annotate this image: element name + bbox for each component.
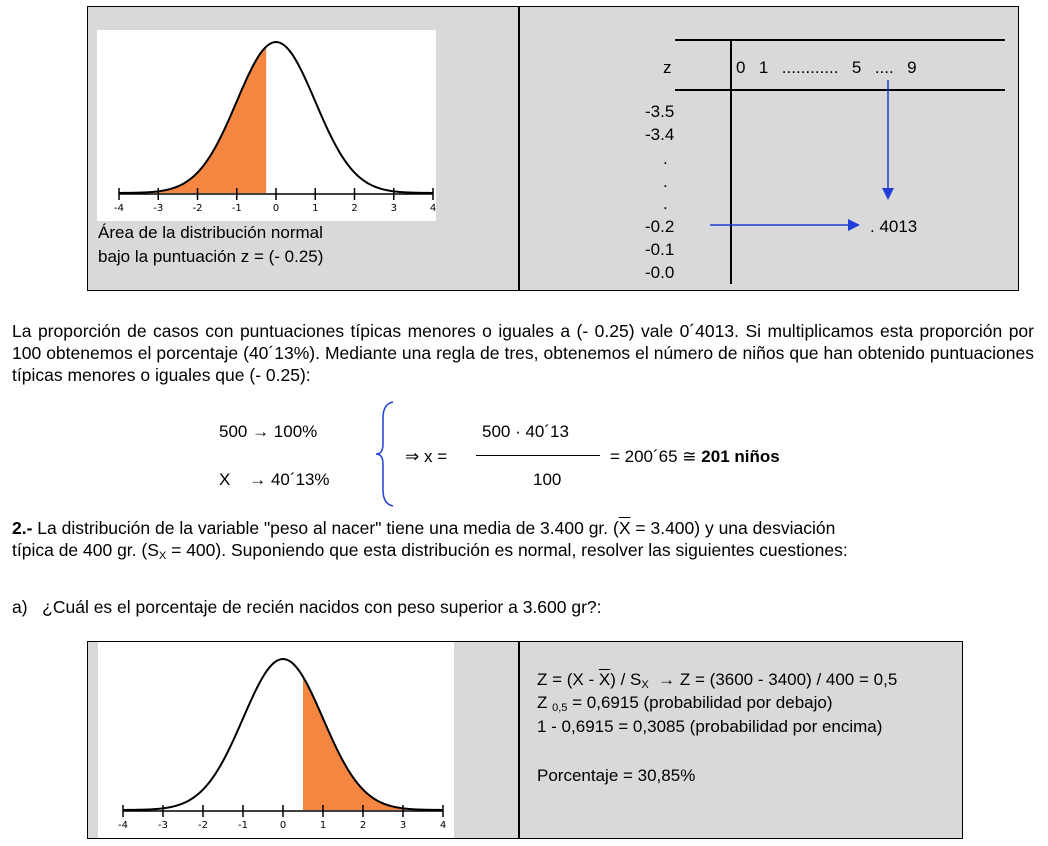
axis-tick-label: 2: [351, 203, 358, 214]
ztable-row-label: -0.2: [645, 217, 675, 236]
implies-x: ⇒ x =: [405, 447, 448, 466]
result-bold: 201 niños: [701, 447, 780, 466]
axis-tick-label: -2: [192, 203, 203, 214]
rule-line-2: X → 40´13%: [219, 470, 330, 489]
fraction-result: = 200´65 ≅ 201 niños: [610, 447, 780, 466]
section2-text: 2.- La distribución de la variable "peso al nacer" tiene una media de 3.400 gr. $(\overline{X} = 3.400)$ y una desviación típica de 400 gr. $(S_X = 400)$. Suponiendo que esta distribución es normal, resolver las siguientes cuestiones:: [12, 518, 848, 562]
axis-tick-label: 1: [312, 203, 319, 214]
fraction-bar: [476, 455, 600, 456]
axis-tick-label: -2: [198, 820, 208, 831]
ztable-top-rule: [675, 39, 1005, 41]
axis-tick-label: 3: [399, 820, 407, 831]
axis-tick-label: 3: [390, 203, 397, 214]
down-arrow-head: [882, 188, 894, 200]
axis-tick-label: -1: [238, 820, 248, 831]
ztable-row-label: -0.1: [645, 240, 675, 259]
normal-curve-plot-1: [97, 30, 436, 221]
ztable-header-z: z: [663, 58, 672, 77]
solution-line-1: $Z = (X - \overline{X}) / S_X \to Z = (3600 - 3400) / 400 = 0,5$: [537, 670, 898, 691]
caption-line-2: bajo la puntuación z = (- 0.25): [98, 247, 324, 266]
axis-tick-label: 4: [429, 203, 436, 214]
right-arrow-head: [848, 219, 860, 231]
normal-curve-plot-2: [98, 642, 454, 838]
ztable-row-label: -3.4: [645, 125, 675, 144]
question-a: a) ¿Cuál es el porcentaje de recién nacidos con peso superior a 3.600 gr?:: [12, 597, 602, 617]
axis-tick-label: -3: [158, 820, 168, 831]
axis-tick-label: -4: [118, 820, 128, 831]
fraction-denominator: 100: [533, 470, 562, 489]
shaded-area: [119, 47, 266, 193]
curly-brace: [373, 400, 397, 508]
solution-line-3: 1 - 0,6915 = 0,3085 (probabilidad por encima): [537, 717, 883, 736]
density-curve: [119, 42, 433, 193]
axis-tick-label: -1: [231, 203, 242, 214]
section2-number: 2.-: [12, 518, 33, 538]
ztable-row-label: -3.5: [645, 102, 675, 121]
ztable-row-label: .: [663, 194, 668, 213]
axis-tick-label: 0: [272, 203, 280, 214]
axis-tick-label: 0: [279, 820, 287, 831]
axis-tick-label: 4: [439, 820, 447, 831]
ztable-row-label: -0.0: [645, 263, 675, 282]
solution-line-4: Porcentaje = 30,85%: [537, 766, 696, 785]
axis-tick-label: -3: [153, 203, 164, 214]
caption-line-1: Área de la distribución normal: [98, 223, 323, 242]
axis-tick-label: 1: [319, 820, 327, 831]
figure-box-divider: [518, 6, 520, 291]
ztable-row-label: .: [663, 149, 668, 168]
ztable-result: . 4013: [870, 217, 918, 236]
figure-box-bottom-divider: [518, 641, 520, 839]
ztable-header-columns: 0 1 ............ 5 .... 9: [736, 58, 917, 77]
density-curve: [123, 659, 443, 810]
axis-tick-label: 2: [359, 820, 367, 831]
rule-line-1: 500 → 100%: [219, 422, 318, 441]
paragraph-proportion: La proporción de casos con puntuaciones típicas menores o iguales a (- 0.25) vale 0´4013. Si multiplicamos esta proporción por 100 obtenemos el porcentaje (40´13%). Mediante una regla de tres, obtenemos el número de niños que han obtenido puntuaciones típicas menores o iguales que (- 0.25):: [12, 321, 1034, 385]
solution-line-2: Z $_{0,5}$ = 0,6915 (probabilidad por debajo): [537, 693, 833, 714]
normal-curve-image-2: [98, 642, 454, 838]
axis-tick-label: -4: [114, 203, 124, 214]
shaded-area: [303, 677, 443, 810]
ztable-row-label: .: [663, 172, 668, 191]
fraction-numerator: 500 · 40´13: [482, 422, 569, 441]
normal-curve-image-1: [97, 30, 436, 221]
